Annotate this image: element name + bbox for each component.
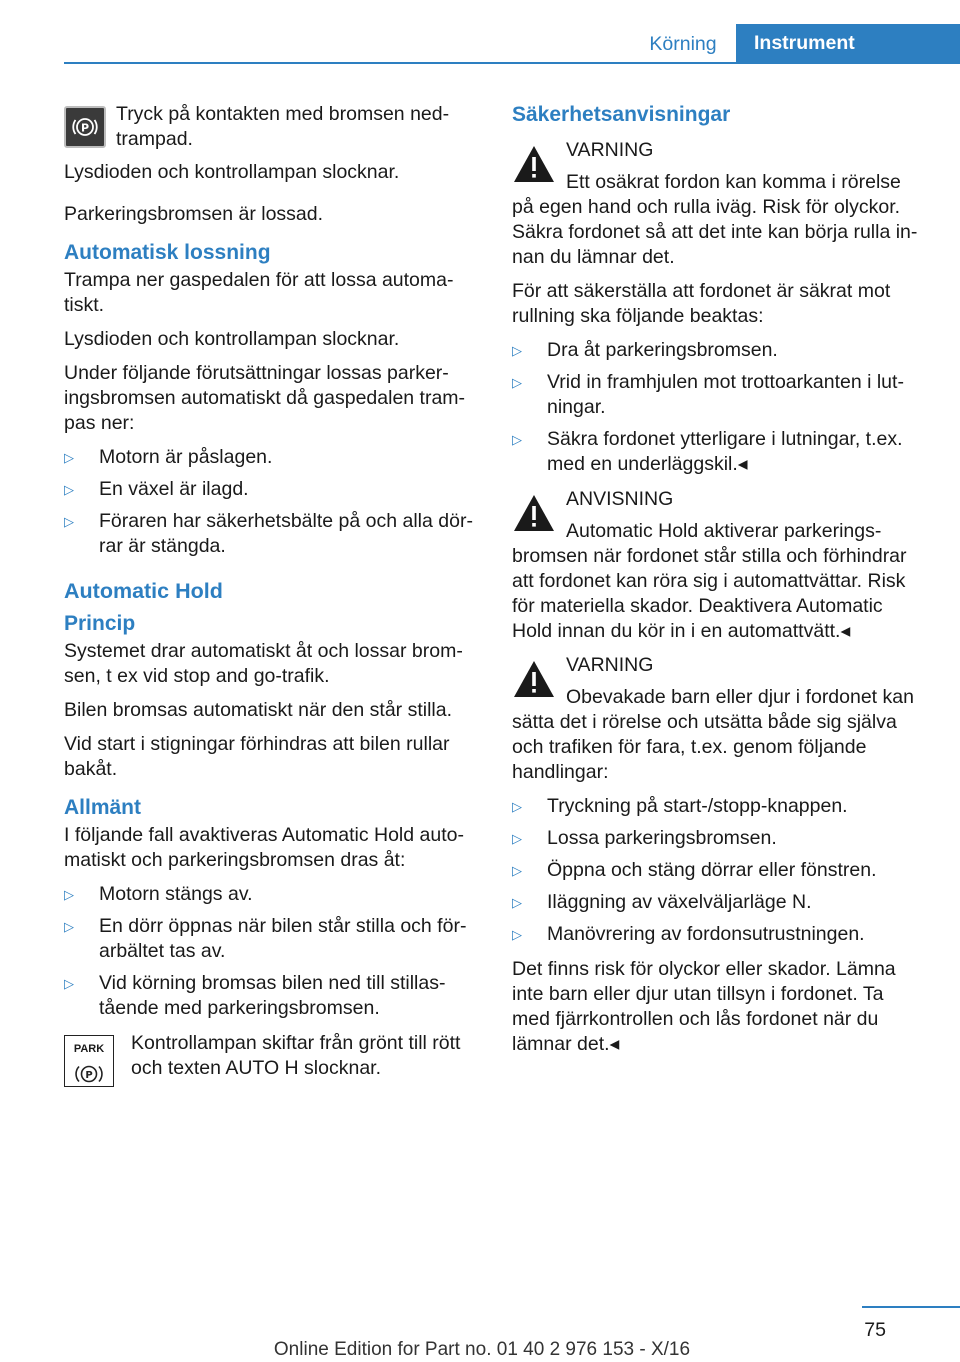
list-item: ▷ Motorn stängs av. xyxy=(64,883,253,905)
triangle-bullet-icon: ▷ xyxy=(512,831,522,846)
triangle-bullet-icon: ▷ xyxy=(64,887,74,902)
park-indicator-icon xyxy=(64,1035,114,1087)
header-section-tab: Körning xyxy=(630,27,736,62)
heading-general: Allmänt xyxy=(64,796,142,819)
list-item: ▷ Tryckning på start-/stopp-knappen. xyxy=(512,795,848,817)
park-indicator-note xyxy=(64,1031,478,1091)
warning-box xyxy=(512,138,926,270)
park-indicator-text: Kontrollampan skiftar från grönt till rött och texten AUTO H slocknar. xyxy=(131,1032,461,1079)
triangle-bullet-icon: ▷ xyxy=(512,927,522,942)
warning-triangle-icon xyxy=(512,491,556,535)
list-item: ▷ Säkra fordonet ytterligare i lutningar, t.ex. med en underläggskil.◂ xyxy=(512,428,903,475)
triangle-bullet-icon: ▷ xyxy=(64,482,74,497)
heading-automatic-release: Automatisk lossning xyxy=(64,241,271,264)
triangle-bullet-icon: ▷ xyxy=(64,450,74,465)
warning-box xyxy=(512,653,926,785)
page-number-rule xyxy=(862,1306,960,1308)
warning-triangle-icon xyxy=(512,142,556,186)
triangle-bullet-icon: ▷ xyxy=(512,895,522,910)
paragraph: Parkeringsbromsen är lossad. xyxy=(64,203,324,225)
general-list xyxy=(64,882,478,1021)
list-item: ▷ Manövrering av fordonsutrustningen. xyxy=(512,923,865,945)
page-number: 75 xyxy=(864,1319,886,1341)
heading-principle: Princip xyxy=(64,612,136,635)
svg-text:P: P xyxy=(80,121,90,135)
svg-text:P: P xyxy=(85,1069,93,1081)
warning-text: Ett osäkrat fordon kan komma i rörelse på egen hand och rulla iväg. Risk för olyckor. Säkra fordonet så att det inte kan börja rulla in-nan du lämnar det. xyxy=(512,171,918,268)
paragraph: Lysdioden och kontrollampan slocknar. xyxy=(64,328,400,350)
paragraph: Trampa ner gaspedalen för att lossa automa-tiskt. xyxy=(64,269,454,316)
triangle-bullet-icon: ▷ xyxy=(512,343,522,358)
paragraph: Vid start i stigningar förhindras att bilen rullar bakåt. xyxy=(64,733,450,780)
brake-button-instruction xyxy=(64,102,478,152)
warning-triangle-icon xyxy=(512,657,556,701)
heading-automatic-hold: Automatic Hold xyxy=(64,579,223,603)
list-item: ▷ Vrid in framhjulen mot trottoarkanten i lut-ningar. xyxy=(512,371,904,418)
safety-list xyxy=(512,338,926,477)
list-item: ▷ Iläggning av växelväljarläge N. xyxy=(512,891,812,913)
auto-release-list xyxy=(64,445,478,559)
paragraph: Under följande förutsättningar lossas parker-ingsbromsen automatiskt då gaspedalen tram-pas ner: xyxy=(64,362,466,434)
heading-safety: Säkerhetsanvisningar xyxy=(512,103,731,126)
left-column xyxy=(64,102,478,1099)
park-icon-label: PARK xyxy=(73,1042,105,1055)
notice-label: ANVISNING xyxy=(566,488,674,510)
right-column xyxy=(512,102,926,1066)
list-item: ▷ Dra åt parkeringsbromsen. xyxy=(512,339,778,361)
triangle-bullet-icon: ▷ xyxy=(64,919,74,934)
triangle-bullet-icon: ▷ xyxy=(64,514,74,529)
warning-text: Obevakade barn eller djur i fordonet kan sätta det i rörelse och utsätta både sig själva och trafiken för fara, t.ex. genom följande handlingar: xyxy=(512,686,914,783)
warning-label: VARNING xyxy=(566,139,654,161)
paragraph: Det finns risk för olyckor eller skador. Lämna inte barn eller djur utan tillsyn i fordonet. Ta med fjärrkontrollen och lås fordonet när du lämnar det.◂ xyxy=(512,958,896,1055)
paragraph: Bilen bromsas automatiskt när den står stilla. xyxy=(64,699,453,721)
list-item: ▷ En växel är ilagd. xyxy=(64,478,249,500)
triangle-bullet-icon: ▷ xyxy=(512,375,522,390)
children-warning-list xyxy=(512,794,926,947)
list-item: ▷ Vid körning bromsas bilen ned till stillas-tående med parkeringsbromsen. xyxy=(64,972,446,1019)
edition-footer: Online Edition for Part no. 01 40 2 976 153 - X/16 xyxy=(273,1339,691,1360)
parking-brake-button-icon xyxy=(64,106,106,148)
paragraph: För att säkerställa att fordonet är säkrat mot rullning ska följande beaktas: xyxy=(512,280,891,327)
list-item: ▷ Föraren har säkerhetsbälte på och alla dör-rar är stängda. xyxy=(64,510,473,557)
triangle-bullet-icon: ▷ xyxy=(512,863,522,878)
warning-label: VARNING xyxy=(566,654,654,676)
paragraph: I följande fall avaktiveras Automatic Hold auto-matiskt och parkeringsbromsen dras åt: xyxy=(64,824,464,871)
list-item: ▷ Lossa parkeringsbromsen. xyxy=(512,827,777,849)
brake-button-text: Tryck på kontakten med bromsen ned-trampad. xyxy=(116,103,450,150)
paragraph: Systemet drar automatiskt åt och lossar brom-sen, t ex vid stop and go-trafik. xyxy=(64,640,463,687)
list-item: ▷ Motorn är påslagen. xyxy=(64,446,273,468)
notice-box xyxy=(512,487,926,644)
paragraph: Lysdioden och kontrollampan slocknar. xyxy=(64,161,400,183)
triangle-bullet-icon: ▷ xyxy=(512,799,522,814)
list-item: ▷ En dörr öppnas när bilen står stilla och för-arbältet tas av. xyxy=(64,915,467,962)
notice-text: Automatic Hold aktiverar parkerings-bromsen när fordonet står stilla och förhindrar att fordonet kan röra sig i automattvättar. Risk för materiella skador. Deaktivera Automatic Hold innan du kör in i en automattvätt.◂ xyxy=(512,520,907,642)
header-rule xyxy=(64,62,960,64)
triangle-bullet-icon: ▷ xyxy=(64,976,74,991)
list-item: ▷ Öppna och stäng dörrar eller fönstren. xyxy=(512,859,877,881)
triangle-bullet-icon: ▷ xyxy=(512,432,522,447)
header-chapter-tab: Instrument xyxy=(736,24,960,62)
